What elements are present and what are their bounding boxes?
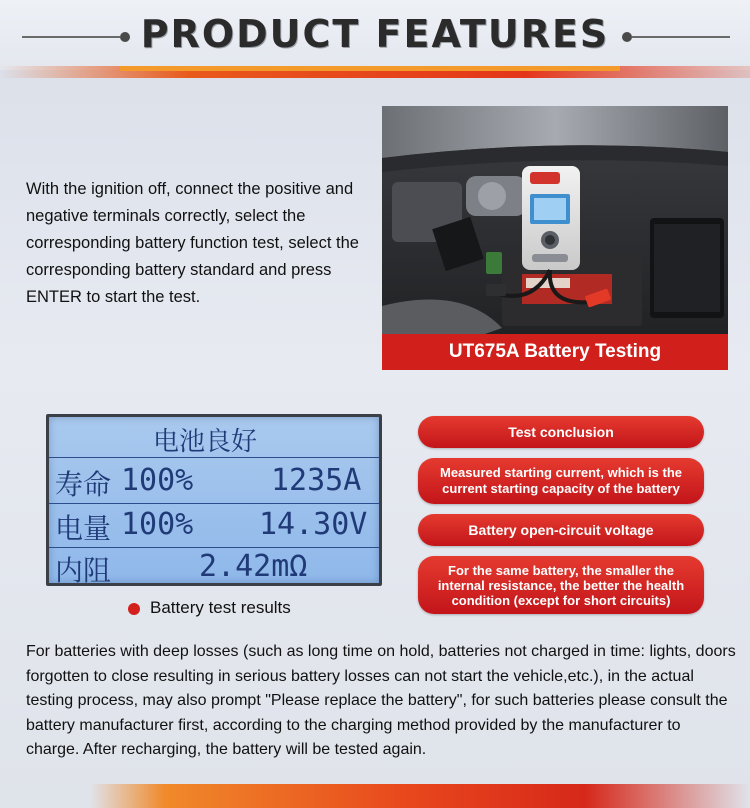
annotation-starting-current [418, 458, 704, 504]
lcd-status-text: 电池良好 [153, 427, 258, 457]
lcd-resistance-label: 内阻 [55, 554, 112, 587]
lcd-divider [49, 503, 379, 504]
annotation-text: For the same battery, the smaller the internal resistance, the better the health condition (except for short circuits) [437, 562, 685, 608]
page-title: PRODUCT FEATURES [140, 12, 610, 56]
lcd-cca-value: 1235A [271, 463, 362, 498]
lcd-life-label: 寿命 [55, 468, 112, 501]
battery-loss-note: For batteries with deep losses (such as long time on hold, batteries not charged in time: lights, doors forgotten to close resulting in serious battery losses can not start the vehicle,etc.), in the actual testing process, may also prompt "Please replace the battery", for such batteries please consult the battery manufacturer first, according to the charging method provided by the manufacturer to charge. After recharging, the battery will be tested again. [26, 643, 736, 758]
intro-text: With the ignition off, connect the positive and negative terminals correctly, select the corresponding battery function test, select the corresponding battery standard and press ENTER to start the test. [26, 180, 359, 306]
header-stripe-highlight [120, 66, 620, 71]
engine-bay-illustration [382, 106, 728, 370]
lcd-screen [46, 414, 382, 586]
annotation-internal-resistance [418, 556, 704, 614]
lcd-resistance-value: 2.42mΩ [199, 549, 308, 584]
lcd-charge-percent: 100% [121, 507, 194, 542]
annotation-text: Test conclusion [508, 424, 614, 440]
annotation-text: Measured starting current, which is the current starting capacity of the battery [440, 465, 682, 496]
annotation-test-conclusion [418, 416, 704, 448]
product-photo [382, 106, 728, 370]
title-divider-right [632, 36, 730, 38]
annotation-open-circuit-voltage [418, 514, 704, 546]
lcd-voltage-value: 14.30V [259, 507, 368, 542]
annotation-text: Battery open-circuit voltage [468, 522, 654, 538]
result-caption: Battery test results [150, 598, 291, 617]
lcd-divider [49, 457, 379, 458]
bullet-dot [128, 603, 140, 615]
lcd-divider [49, 547, 379, 548]
lcd-life-percent: 100% [121, 463, 194, 498]
lcd-charge-label: 电量 [55, 512, 112, 545]
title-dot-right [622, 32, 632, 42]
footer-stripe [0, 784, 750, 808]
photo-caption: UT675A Battery Testing [382, 334, 728, 370]
